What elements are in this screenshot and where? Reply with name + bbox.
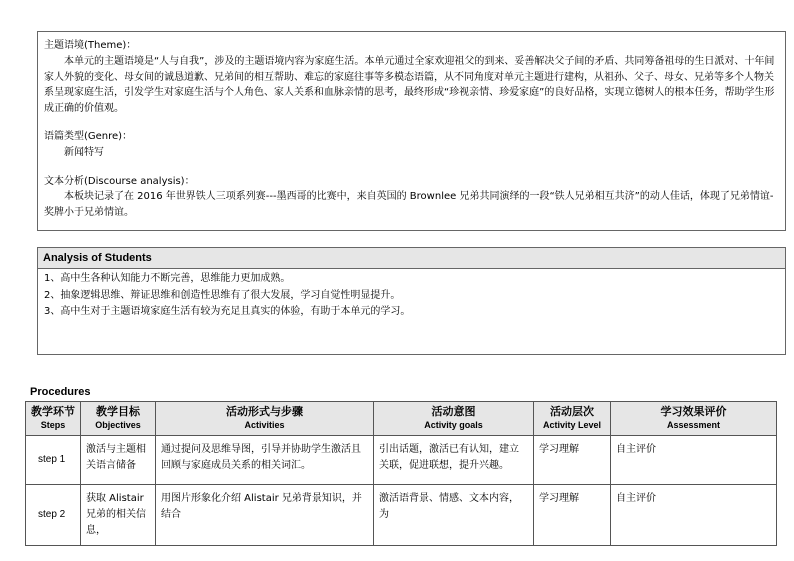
student-item: 3、高中生对于主题语境家庭生活有较为充足且真实的体验，有助于本单元的学习。 [44,306,411,317]
activity-cell: 通过提问及思维导图，引导并协助学生激活且回顾与家庭成员关系的相关词汇。 [156,436,374,485]
table-row [26,436,777,485]
activity-cell: 用图片形象化介绍 Alistair 兄弟背景知识，并结合 [156,485,374,546]
goal-cell: 引出话题，激活已有认知，建立关联，促进联想，提升兴趣。 [374,436,534,485]
genre-label: 语篇类型(Genre)： [44,131,133,142]
step-cell: step 1 [26,436,81,485]
assessment-cell: 自主评价 [611,436,777,485]
procedures-title: Procedures [30,386,91,398]
header-assessment: 学习效果评价 Assessment [611,402,777,436]
student-item: 1、高中生各种认知能力不断完善，思维能力更加成熟。 [44,273,291,284]
students-title: Analysis of Students [38,248,785,269]
discourse-label: 文本分析(Discourse analysis)： [44,176,195,187]
students-section [37,247,786,355]
genre-text: 新闻特写 [64,147,104,158]
level-cell: 学习理解 [534,436,611,485]
objective-cell: 激活与主题相关语言储备 [81,436,156,485]
theme-text: 本单元的主题语境是“人与自我”，涉及的主题语境内容为家庭生活。本单元通过全家欢迎祖父的到来、妥善解决父子间的矛盾、共同筹备祖母的生日派对、十年间家人外貌的变化、母女间的诚恳道歉、兄弟间的相互帮助、难忘的家庭往事等多模态语篇，从不同角度对单元主题进行建构，从祖孙、父子、母女、兄弟等多个人物关系呈现家庭生活，引发学生对家庭生活与个人角色、家人关系和血脉亲情的思考，最终形成“珍视亲情、珍爱家庭”的良好品格，实现立德树人的根本任务，帮助学生形成正确的价值观。 [44,56,775,114]
theme-label: 主题语境(Theme)： [44,40,137,51]
table-header-row [26,402,777,436]
discourse-text: 本板块记录了在 2016 年世界铁人三项系列赛---墨西哥的比赛中，来自英国的 Brownlee 兄弟共同演绎的一段“铁人兄弟相互共济”的动人佳话，体现了兄弟情谊-奖牌小于兄弟情谊。 [44,191,774,218]
header-objectives: 教学目标 Objectives [81,402,156,436]
procedures-table [25,401,777,546]
header-activities: 活动形式与步骤 Activities [156,402,374,436]
level-cell: 学习理解 [534,485,611,546]
goal-cell: 激活语背景、情感、文本内容，为 [374,485,534,546]
student-item: 2、抽象逻辑思维、辩证思维和创造性思维有了很大发展，学习自觉性明显提升。 [44,290,401,301]
header-steps: 教学环节 Steps [26,402,81,436]
step-cell: step 2 [26,485,81,546]
assessment-cell: 自主评价 [611,485,777,546]
objective-cell: 获取 Alistair 兄弟的相关信息， [81,485,156,546]
header-activity-level: 活动层次 Activity Level [534,402,611,436]
table-row [26,485,777,546]
header-activity-goals: 活动意图 Activity goals [374,402,534,436]
theme-section [37,31,786,231]
